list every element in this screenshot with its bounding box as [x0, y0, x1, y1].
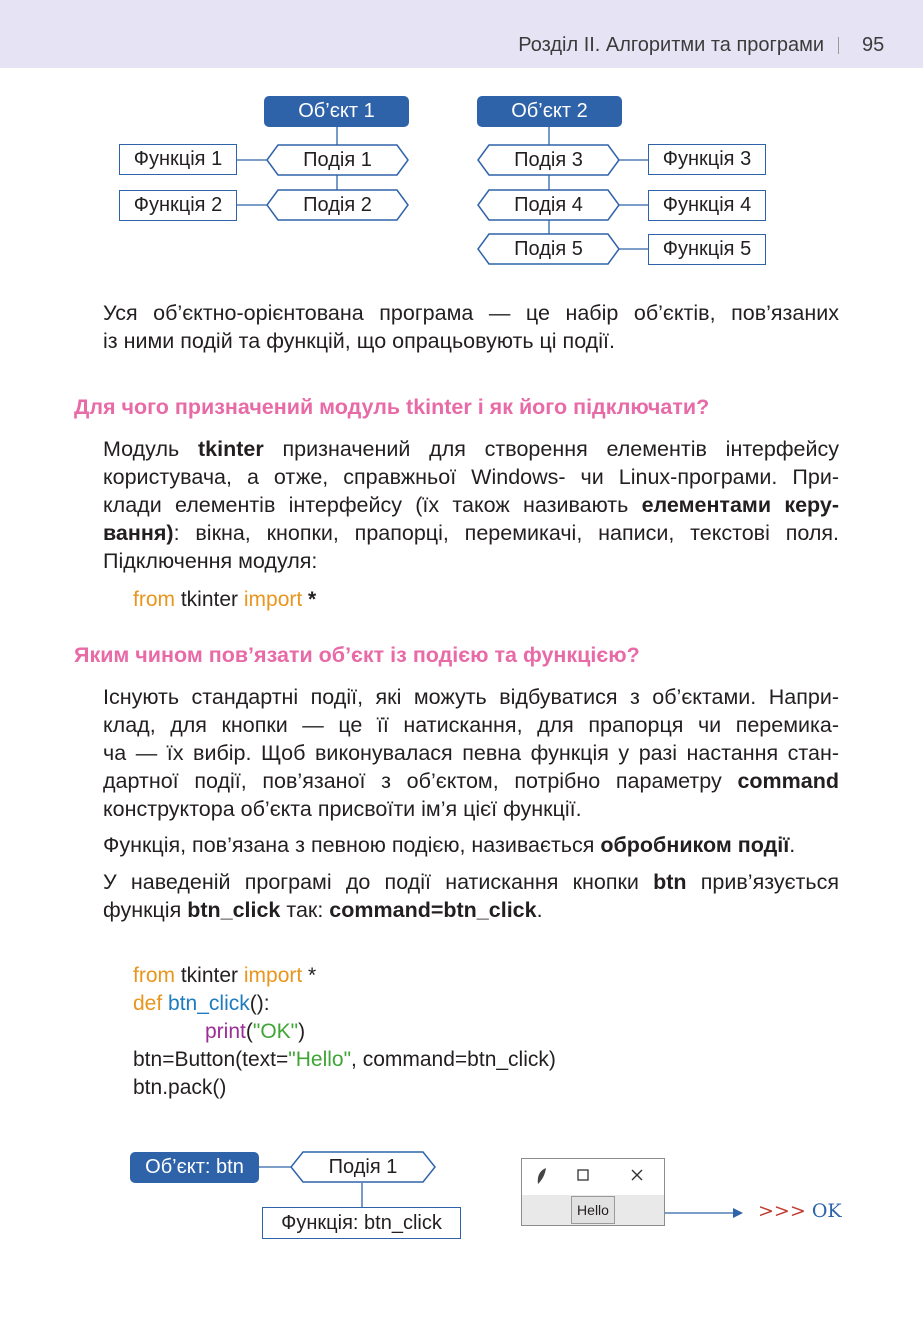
code-function-name: btn_click	[162, 992, 250, 1015]
function-box	[648, 144, 766, 175]
text-span: дартної події, пов’язаної з об’єктом, потрібно параметру	[103, 769, 738, 793]
feather-icon	[536, 1167, 548, 1190]
section1-heading: Для чого призначений модуль tkinter і як його підключати?	[74, 395, 710, 419]
event-hexagon	[477, 144, 620, 176]
text-line	[103, 519, 839, 547]
term-command-assignment: command=btn_click	[329, 898, 537, 922]
function-label: Функція 5	[662, 238, 752, 260]
text-line: ча — їх вибір. Щоб виконувалася певна функція у разі настання стан-	[103, 741, 839, 765]
page-number: 95	[862, 34, 885, 56]
code-keyword: import	[243, 588, 303, 611]
text-line: користувача, а отже, справжньої Windows- чи Linux-програми. При-	[103, 465, 839, 489]
code-text: ():	[249, 992, 270, 1015]
term-controls: елементами керу-	[641, 493, 839, 517]
function-box	[648, 234, 766, 265]
object-btn-label: Об’єкт: btn	[145, 1156, 244, 1178]
close-icon[interactable]	[630, 1168, 644, 1187]
console-prompt: >>>	[758, 1200, 806, 1222]
text-line: Підключення модуля:	[103, 549, 318, 573]
code-block	[133, 962, 556, 1102]
event-label: Подія 4	[514, 193, 583, 216]
code-line: btn.pack()	[133, 1076, 227, 1099]
code-keyword: import	[243, 964, 303, 987]
term-event-handler: обробником події	[600, 833, 790, 857]
code-text: (	[245, 1020, 253, 1043]
function-label: Функція 1	[133, 148, 223, 170]
function-box	[648, 190, 766, 221]
function-btn-click-box	[262, 1207, 461, 1239]
function-label: Функція: btn_click	[281, 1211, 442, 1234]
object2-box	[477, 96, 622, 127]
code-keyword: from	[133, 964, 175, 987]
text-span: так:	[280, 898, 330, 922]
text-line	[103, 896, 839, 924]
import-code	[133, 586, 316, 614]
function-box	[119, 190, 237, 221]
code-line	[133, 962, 556, 990]
intro-paragraph	[103, 299, 839, 355]
code-builtin: print	[205, 1020, 246, 1043]
text-span: прив’язується	[686, 870, 839, 894]
function-label: Функція 4	[662, 194, 752, 216]
event-label: Подія 1	[328, 1155, 398, 1178]
object1-label: Об’єкт 1	[298, 100, 375, 122]
text-line	[103, 868, 839, 896]
text-line: Уся об’єктно-орієнтована програма — це набір об’єктів, пов’язаних	[103, 301, 839, 325]
function-label: Функція 2	[133, 194, 223, 216]
term-tkinter: tkinter	[198, 437, 264, 461]
term-btn-click: btn_click	[187, 898, 281, 922]
section-title: Розділ ІІ. Алгоритми та програми	[518, 34, 824, 56]
text-line: конструктора об’єкта присвоїти ім’я цієї функції.	[103, 797, 582, 821]
tk-window	[521, 1158, 665, 1226]
code-line	[133, 990, 556, 1018]
code-star: *	[302, 588, 317, 611]
text-span: .	[789, 833, 796, 857]
code-string: "OK"	[252, 1020, 299, 1043]
text-span: призначений для створення елементів інтерфейсу	[263, 437, 839, 461]
term-btn: btn	[653, 870, 687, 894]
object-btn-box	[130, 1152, 259, 1183]
code-keyword: def	[133, 992, 163, 1015]
term-controls-end: вання)	[103, 521, 174, 545]
event-hexagon	[477, 189, 620, 221]
text-line	[103, 767, 839, 795]
text-span: клади елементів інтерфейсу (їх також називають	[103, 493, 642, 517]
text-line	[103, 491, 839, 519]
text-span: Функція, пов’язана з певною подією, називається	[103, 833, 601, 857]
code-star: *	[302, 964, 317, 987]
text-span: : вікна, кнопки, прапорці, перемикачі, написи, текстові поля.	[173, 521, 839, 545]
window-titlebar	[522, 1159, 664, 1195]
function-box	[119, 144, 237, 175]
function-label: Функція 3	[662, 148, 752, 170]
code-text: )	[298, 1020, 306, 1043]
hello-button[interactable]: Hello	[571, 1196, 615, 1224]
text-line	[103, 435, 839, 463]
event-label: Подія 3	[514, 148, 583, 171]
event-hexagon	[266, 189, 409, 221]
event-label: Подія 1	[303, 148, 372, 171]
event-label: Подія 5	[514, 237, 583, 260]
event-label: Подія 2	[303, 193, 372, 216]
text-span: Модуль	[103, 437, 198, 461]
event-hexagon	[290, 1151, 436, 1183]
object1-box	[264, 96, 409, 127]
code-string: "Hello"	[288, 1048, 352, 1071]
event-hexagon	[266, 144, 409, 176]
console-output	[758, 1200, 842, 1222]
text-span: функція	[103, 898, 188, 922]
code-text: btn=Button(text=	[133, 1048, 289, 1071]
console-output-value: OK	[811, 1200, 842, 1222]
code-line	[133, 1046, 556, 1074]
section2-paragraph3	[103, 868, 839, 924]
text-span: .	[536, 898, 543, 922]
code-keyword: from	[133, 588, 175, 611]
event-hexagon	[477, 233, 620, 265]
section2-paragraph2	[103, 831, 839, 859]
code-line	[133, 1018, 556, 1046]
section2-heading: Яким чином пов’язати об’єкт із подією та функцією?	[74, 643, 640, 667]
section2-paragraph1	[103, 683, 839, 823]
text-line: клад, для кнопки — це її натискання, для прапорця чи перемика-	[103, 713, 839, 737]
code-text: , command=btn_click)	[351, 1048, 556, 1071]
term-command: command	[737, 769, 839, 793]
text-line: Існують стандартні події, які можуть відбуватися з об’єктами. Напри-	[103, 685, 839, 709]
object2-label: Об’єкт 2	[511, 100, 588, 122]
code-module: tkinter	[175, 588, 244, 611]
maximize-icon[interactable]	[577, 1168, 589, 1186]
text-line: із ними подій та функцій, що опрацьовують ці події.	[103, 329, 615, 353]
section1-paragraph	[103, 435, 839, 575]
code-module: tkinter	[175, 964, 244, 987]
text-span: У наведеній програмі до події натискання кнопки	[103, 870, 654, 894]
